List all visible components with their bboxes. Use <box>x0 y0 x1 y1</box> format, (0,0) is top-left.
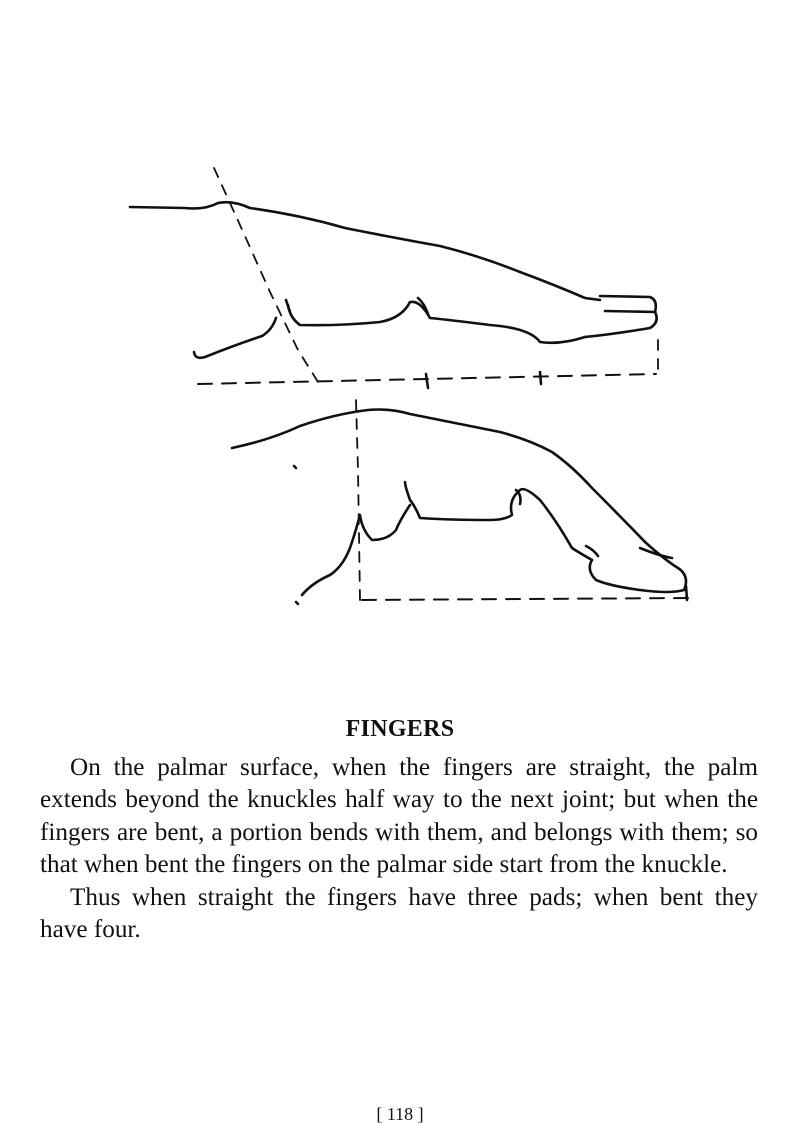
finger-sketch-illustration <box>0 140 800 620</box>
straight-finger-drawing <box>130 168 658 388</box>
paragraph: Thus when straight the fingers have three pads; when bent they have four. <box>40 883 758 944</box>
bent-finger-drawing <box>232 400 688 604</box>
page-number: [ 118 ] <box>376 1104 424 1124</box>
section-heading: FINGERS <box>345 716 455 742</box>
body-text <box>40 752 758 946</box>
paragraph: On the palmar surface, when the fingers are straight, the palm extends beyond the knuckles half way to the next joint; but when the fingers are bent, a portion bends with them, and belongs with them; so that when bent the fingers on the palmar side start from the knuckle. <box>40 754 758 879</box>
